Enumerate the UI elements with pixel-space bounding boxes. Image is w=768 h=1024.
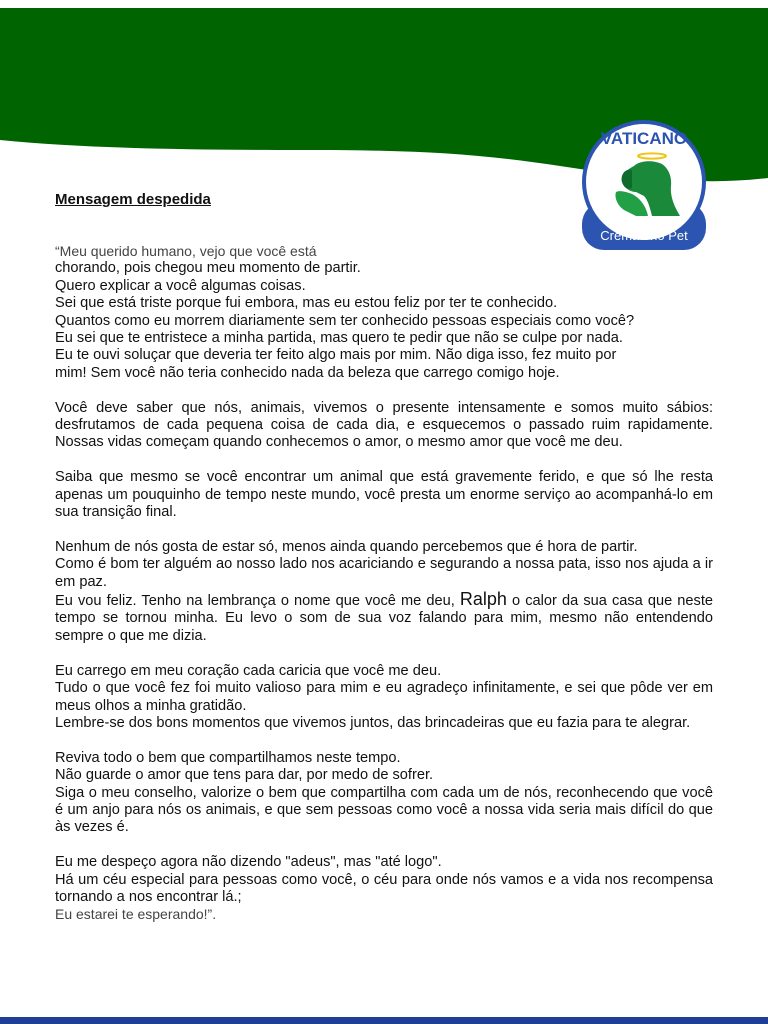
letter-line: Eu carrego em meu coração cada caricia que você me deu. — [55, 662, 442, 679]
letter-line: Eu te ouvi soluçar que deveria ter feito algo mais por mim. Não diga isso, fez muito por — [55, 347, 617, 364]
letter-line: Lembre-se dos bons momentos que vivemos juntos, das brincadeiras que eu fazia para te alegrar. — [55, 714, 691, 731]
footer-bar — [0, 1017, 768, 1024]
letter-line: Quero explicar a você algumas coisas. — [55, 277, 306, 294]
paragraph-1 — [55, 243, 713, 382]
letter-line: o calor da sua casa que neste tempo se tornou minha. Eu levo o som de sua voz falando para mim, mesmo não entendendo sempre o que me dizia. — [55, 593, 714, 644]
letter-line: Não guarde o amor que tens para dar, por medo de sofrer. — [55, 767, 434, 784]
pet-name: Ralph — [459, 589, 507, 610]
letter-line: Quantos como eu morrem diariamente sem ter conhecido pessoas especiais como você? — [55, 312, 635, 329]
logo-brand-name: VATICANO — [600, 129, 688, 148]
letter-line: Há um céu especial para pessoas como você, o céu para onde nós vamos e a vida nos recompensa tornando a nos encontrar lá.; — [55, 871, 713, 905]
letter-line: mim! Sem você não teria conhecido nada da beleza que carrego comigo hoje. — [55, 364, 560, 381]
letter-line: Tudo o que você fez foi muito valioso para mim e eu agradeço infinitamente, e sei que pôde ver em meus olhos a minha gratidão. — [55, 680, 713, 714]
letter-line: Eu sei que te entristece a minha partida, mas quero te pedir que não se culpe por nada. — [55, 330, 623, 347]
paragraph-4 — [55, 539, 713, 645]
letter-line: Eu vou feliz. Tenho na lembrança o nome que você me deu, — [55, 593, 455, 610]
letter-line: “Meu querido humano, vejo que você está — [55, 243, 317, 259]
paragraph-2: Você deve saber que nós, animais, vivemos o presente intensamente e somos muito sábios: desfrutamos de cada pequena coisa de cada dia, e esquecemos o passado ruim rapidamente. Nossas vidas começam quando conhecemos o amor, o mesmo amor que você me deu. — [55, 399, 713, 451]
letter-line: Nenhum de nós gosta de estar só, menos ainda quando percebemos que é hora de partir. — [55, 538, 638, 555]
letter-line: Siga o meu conselho, valorize o bem que compartilha com cada um de nós, reconhecendo que você é um anjo para nós os animais, e que sem pessoas como você a nossa vida seria mais difícil do que às vezes é. — [55, 784, 713, 836]
letter-body — [55, 243, 713, 941]
letter-line: Sei que está triste porque fui embora, mas eu estou feliz por ter te conhecido. — [55, 295, 558, 312]
letter-line: Eu me despeço agora não dizendo "adeus", mas "até logo". — [55, 854, 442, 871]
letter-line: Reviva todo o bem que compartilhamos neste tempo. — [55, 749, 401, 766]
vaticano-logo — [576, 118, 712, 254]
logo-subtitle: Crematório Pet — [600, 228, 688, 243]
letter-line: Como é bom ter alguém ao nosso lado nos acariciando e segurando a nossa pata, isso nos ajuda a ir em paz. — [55, 556, 713, 590]
paragraph-7 — [55, 854, 713, 924]
letter-line: chorando, pois chegou meu momento de partir. — [55, 260, 361, 277]
document-title: Mensagem despedida — [55, 191, 211, 208]
letter-line: Eu estarei te esperando!”. — [55, 906, 217, 923]
paragraph-5 — [55, 663, 713, 733]
paragraph-3: Saiba que mesmo se você encontrar um animal que está gravemente ferido, e que só lhe resta apenas um pouquinho de tempo neste mundo, você presta um enorme serviço ao acompanhá-lo em sua transição final. — [55, 469, 713, 521]
paragraph-6 — [55, 750, 713, 837]
